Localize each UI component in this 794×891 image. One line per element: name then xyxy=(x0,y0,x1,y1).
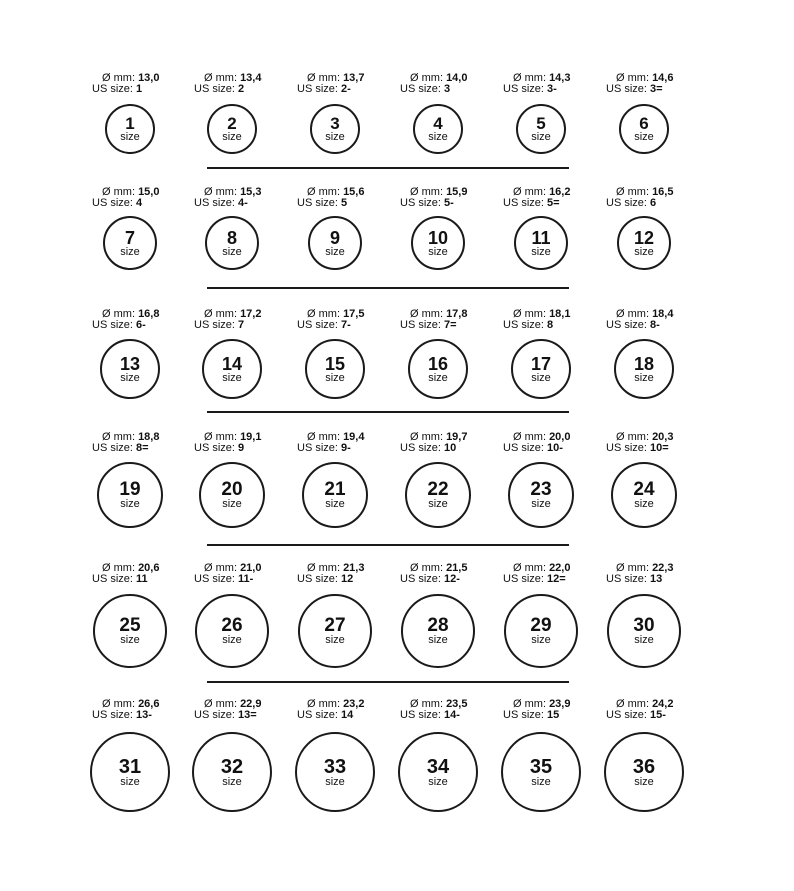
diameter-label: Ø mm: xyxy=(616,72,653,84)
ring-circle xyxy=(93,594,167,668)
ring-size-number: 18 xyxy=(633,353,655,374)
ring-size-word: size xyxy=(120,131,140,143)
ring-size-word: size xyxy=(531,634,551,646)
us-size-label: US size: xyxy=(400,83,445,95)
diameter-label: Ø mm: xyxy=(204,186,241,198)
us-size-label: US size: xyxy=(606,573,651,585)
diameter-label: Ø mm: xyxy=(513,186,550,198)
ring-circle xyxy=(411,216,465,270)
ring-size-word: size xyxy=(428,498,448,510)
diameter-value: 23,5 xyxy=(446,698,468,710)
diameter-label: Ø mm: xyxy=(410,431,447,443)
diameter-value: 17,5 xyxy=(343,308,365,320)
ring-circle xyxy=(511,339,571,399)
us-size-label: US size: xyxy=(503,83,548,95)
ring-circle xyxy=(501,732,581,812)
ring-size-word: size xyxy=(634,634,654,646)
ring-circle xyxy=(192,732,272,812)
diameter-label: Ø mm: xyxy=(204,698,241,710)
ring-circle xyxy=(298,594,372,668)
ring-info xyxy=(297,309,397,331)
ring-size-word: size xyxy=(634,131,654,143)
us-size-label: US size: xyxy=(194,442,239,454)
us-size-value: 2- xyxy=(341,83,351,95)
us-size-label: US size: xyxy=(297,197,342,209)
us-size-value: 13- xyxy=(136,709,152,721)
ring-size-number: 24 xyxy=(633,479,655,500)
row-divider xyxy=(207,287,569,289)
ring-size-word: size xyxy=(531,371,551,384)
ring-size-word: size xyxy=(120,775,140,788)
diameter-label: Ø mm: xyxy=(307,308,344,320)
ring-size-number: 8 xyxy=(226,227,237,248)
diameter-label: Ø mm: xyxy=(513,698,550,710)
us-size-label: US size: xyxy=(606,197,651,209)
us-size-value: 12 xyxy=(341,573,354,585)
diameter-value: 15,9 xyxy=(446,186,468,198)
diameter-label: Ø mm: xyxy=(102,431,139,443)
diameter-value: 13,7 xyxy=(343,72,365,84)
us-size-label: US size: xyxy=(503,709,548,721)
ring-circle xyxy=(413,104,463,154)
ring-circle xyxy=(295,732,375,812)
us-size-label: US size: xyxy=(92,573,137,585)
ring-circle xyxy=(604,732,684,812)
us-size-label: US size: xyxy=(92,709,137,721)
ring-size-word: size xyxy=(428,371,448,384)
us-size-label: US size: xyxy=(503,573,548,585)
ring-circle xyxy=(398,732,478,812)
diameter-value: 23,9 xyxy=(549,698,571,710)
us-size-label: US size: xyxy=(297,573,342,585)
ring-circle xyxy=(310,104,360,154)
us-size-value: 7- xyxy=(341,319,351,331)
ring-info xyxy=(400,432,500,454)
ring-size-number: 1 xyxy=(125,114,135,133)
diameter-value: 21,5 xyxy=(446,562,468,574)
us-size-value: 9- xyxy=(341,442,351,454)
ring-size-word: size xyxy=(325,245,345,258)
ring-size-word: size xyxy=(325,371,345,384)
ring-circle xyxy=(97,462,163,528)
ring-circle xyxy=(205,216,259,270)
ring-info xyxy=(194,187,294,209)
us-size-value: 11 xyxy=(136,573,148,585)
diameter-label: Ø mm: xyxy=(410,308,447,320)
us-size-value: 10 xyxy=(444,442,457,454)
us-size-label: US size: xyxy=(606,319,651,331)
us-size-label: US size: xyxy=(92,442,137,454)
us-size-value: 13 xyxy=(650,573,663,585)
ring-size-number: 25 xyxy=(119,615,141,636)
diameter-value: 24,2 xyxy=(652,698,674,710)
diameter-label: Ø mm: xyxy=(616,698,653,710)
ring-info xyxy=(503,187,603,209)
ring-size-number: 12 xyxy=(633,227,655,248)
ring-size-word: size xyxy=(428,634,448,646)
diameter-label: Ø mm: xyxy=(513,72,550,84)
ring-info xyxy=(297,699,397,721)
ring-info xyxy=(297,432,397,454)
ring-size-word: size xyxy=(531,245,551,258)
ring-circle xyxy=(103,216,157,270)
ring-info xyxy=(400,699,500,721)
ring-size-number: 14 xyxy=(221,353,243,374)
us-size-value: 8= xyxy=(136,442,149,454)
ring-size-number: 23 xyxy=(530,479,552,500)
ring-size-word: size xyxy=(222,498,242,510)
ring-size-number: 2 xyxy=(227,114,237,133)
us-size-label: US size: xyxy=(92,319,137,331)
us-size-value: 15- xyxy=(650,709,666,721)
ring-size-number: 4 xyxy=(433,114,443,133)
row-divider xyxy=(207,411,569,413)
diameter-value: 22,0 xyxy=(549,562,571,574)
us-size-value: 10- xyxy=(547,442,563,454)
ring-info xyxy=(503,309,603,331)
diameter-label: Ø mm: xyxy=(204,562,241,574)
ring-size-word: size xyxy=(120,245,140,258)
diameter-value: 19,7 xyxy=(446,431,468,443)
us-size-label: US size: xyxy=(400,319,445,331)
diameter-value: 20,3 xyxy=(652,431,674,443)
us-size-label: US size: xyxy=(92,83,137,95)
ring-size-number: 35 xyxy=(529,755,553,778)
us-size-value: 15 xyxy=(547,709,560,721)
diameter-label: Ø mm: xyxy=(102,186,139,198)
us-size-label: US size: xyxy=(92,197,137,209)
ring-size-word: size xyxy=(120,371,140,384)
ring-circle xyxy=(617,216,671,270)
ring-size-word: size xyxy=(120,634,140,646)
diameter-label: Ø mm: xyxy=(513,431,550,443)
us-size-label: US size: xyxy=(194,709,239,721)
row-divider xyxy=(207,681,569,683)
ring-size-word: size xyxy=(325,498,345,510)
ring-size-number: 34 xyxy=(426,755,450,778)
diameter-label: Ø mm: xyxy=(616,186,653,198)
row-divider xyxy=(207,544,569,546)
diameter-value: 21,3 xyxy=(343,562,365,574)
ring-info xyxy=(400,73,500,95)
ring-size-word: size xyxy=(634,371,654,384)
ring-size-number: 9 xyxy=(329,227,340,248)
diameter-value: 19,1 xyxy=(240,431,262,443)
ring-info xyxy=(503,563,603,585)
us-size-value: 12- xyxy=(444,573,460,585)
us-size-label: US size: xyxy=(297,709,342,721)
us-size-label: US size: xyxy=(297,442,342,454)
us-size-label: US size: xyxy=(503,319,548,331)
ring-info xyxy=(194,73,294,95)
us-size-value: 12= xyxy=(547,573,566,585)
diameter-label: Ø mm: xyxy=(616,562,653,574)
ring-size-word: size xyxy=(325,634,345,646)
ring-size-number: 32 xyxy=(220,755,244,778)
ring-info xyxy=(92,699,192,721)
us-size-label: US size: xyxy=(194,197,239,209)
diameter-label: Ø mm: xyxy=(616,308,653,320)
ring-info xyxy=(606,187,706,209)
diameter-value: 19,4 xyxy=(343,431,365,443)
diameter-label: Ø mm: xyxy=(204,308,241,320)
ring-size-word: size xyxy=(222,131,242,143)
us-size-value: 6- xyxy=(136,319,146,331)
ring-size-number: 28 xyxy=(427,615,449,636)
ring-size-number: 19 xyxy=(119,479,141,500)
diameter-value: 18,4 xyxy=(652,308,674,320)
ring-size-number: 20 xyxy=(221,479,243,500)
ring-size-number: 3 xyxy=(330,114,340,133)
ring-info xyxy=(92,563,192,585)
us-size-value: 5 xyxy=(341,197,348,209)
ring-size-number: 36 xyxy=(632,755,656,778)
us-size-label: US size: xyxy=(194,319,239,331)
diameter-label: Ø mm: xyxy=(307,562,344,574)
ring-circle xyxy=(405,462,471,528)
ring-size-number: 30 xyxy=(633,615,655,636)
diameter-value: 16,2 xyxy=(549,186,571,198)
diameter-value: 14,6 xyxy=(652,72,674,84)
us-size-label: US size: xyxy=(503,197,548,209)
diameter-value: 13,0 xyxy=(138,72,160,84)
diameter-label: Ø mm: xyxy=(102,562,139,574)
ring-circle xyxy=(619,104,669,154)
ring-info xyxy=(400,563,500,585)
ring-info xyxy=(297,73,397,95)
ring-size-word: size xyxy=(325,131,345,143)
diameter-value: 14,3 xyxy=(549,72,571,84)
diameter-label: Ø mm: xyxy=(307,431,344,443)
ring-size-word: size xyxy=(634,775,654,788)
diameter-value: 20,0 xyxy=(549,431,571,443)
diameter-label: Ø mm: xyxy=(204,431,241,443)
us-size-value: 9 xyxy=(238,442,245,454)
ring-size-number: 21 xyxy=(324,479,346,500)
ring-info xyxy=(194,563,294,585)
diameter-label: Ø mm: xyxy=(410,698,447,710)
diameter-value: 21,0 xyxy=(240,562,262,574)
ring-info xyxy=(606,563,706,585)
diameter-value: 15,6 xyxy=(343,186,365,198)
us-size-value: 10= xyxy=(650,442,669,454)
diameter-value: 18,8 xyxy=(138,431,160,443)
ring-size-word: size xyxy=(325,775,345,788)
ring-info xyxy=(400,309,500,331)
ring-size-number: 13 xyxy=(119,353,141,374)
ring-size-word: size xyxy=(222,371,242,384)
ring-size-word: size xyxy=(222,634,242,646)
diameter-value: 22,9 xyxy=(240,698,262,710)
ring-info xyxy=(606,73,706,95)
us-size-value: 14- xyxy=(444,709,460,721)
diameter-label: Ø mm: xyxy=(616,431,653,443)
diameter-label: Ø mm: xyxy=(102,72,139,84)
ring-info xyxy=(606,309,706,331)
ring-info xyxy=(400,187,500,209)
diameter-value: 13,4 xyxy=(240,72,262,84)
us-size-value: 3= xyxy=(650,83,663,95)
diameter-label: Ø mm: xyxy=(410,186,447,198)
ring-size-number: 33 xyxy=(323,755,347,778)
diameter-label: Ø mm: xyxy=(102,308,139,320)
ring-size-number: 27 xyxy=(324,615,346,636)
ring-size-word: size xyxy=(428,245,448,258)
diameter-label: Ø mm: xyxy=(307,72,344,84)
us-size-value: 6 xyxy=(650,197,657,209)
ring-size-number: 15 xyxy=(324,353,346,374)
us-size-label: US size: xyxy=(606,442,651,454)
ring-circle xyxy=(508,462,574,528)
diameter-value: 14,0 xyxy=(446,72,468,84)
ring-info xyxy=(92,432,192,454)
ring-size-word: size xyxy=(634,498,654,510)
us-size-value: 3 xyxy=(444,83,451,95)
diameter-value: 16,5 xyxy=(652,186,674,198)
ring-size-number: 7 xyxy=(124,227,135,248)
ring-info xyxy=(503,699,603,721)
ring-info xyxy=(92,73,192,95)
us-size-value: 14 xyxy=(341,709,354,721)
diameter-value: 18,1 xyxy=(549,308,571,320)
diameter-value: 22,3 xyxy=(652,562,674,574)
us-size-value: 1 xyxy=(136,83,143,95)
us-size-value: 4 xyxy=(136,197,143,209)
ring-info xyxy=(297,563,397,585)
ring-info xyxy=(194,432,294,454)
us-size-value: 5= xyxy=(547,197,560,209)
us-size-label: US size: xyxy=(194,83,239,95)
us-size-label: US size: xyxy=(297,319,342,331)
ring-size-word: size xyxy=(120,498,140,510)
ring-circle xyxy=(195,594,269,668)
us-size-value: 11- xyxy=(238,573,254,585)
ring-circle xyxy=(199,462,265,528)
ring-info xyxy=(92,309,192,331)
ring-size-word: size xyxy=(634,245,654,258)
us-size-value: 5- xyxy=(444,197,454,209)
ring-info xyxy=(606,699,706,721)
ring-info xyxy=(503,73,603,95)
ring-size-number: 26 xyxy=(221,615,243,636)
ring-size-number: 5 xyxy=(536,114,546,133)
us-size-label: US size: xyxy=(400,197,445,209)
ring-info xyxy=(606,432,706,454)
ring-size-word: size xyxy=(531,498,551,510)
us-size-label: US size: xyxy=(400,442,445,454)
us-size-value: 4- xyxy=(238,197,248,209)
ring-size-number: 17 xyxy=(530,353,552,374)
diameter-value: 16,8 xyxy=(138,308,160,320)
ring-circle xyxy=(607,594,681,668)
ring-circle xyxy=(207,104,257,154)
ring-circle xyxy=(614,339,674,399)
ring-size-word: size xyxy=(531,131,551,143)
diameter-value: 26,6 xyxy=(138,698,160,710)
us-size-label: US size: xyxy=(297,83,342,95)
ring-size-number: 11 xyxy=(531,227,551,248)
ring-circle xyxy=(516,104,566,154)
ring-size-number: 16 xyxy=(427,353,449,374)
us-size-value: 7 xyxy=(238,319,245,331)
ring-info xyxy=(297,187,397,209)
ring-circle xyxy=(105,104,155,154)
ring-circle xyxy=(90,732,170,812)
us-size-label: US size: xyxy=(503,442,548,454)
diameter-label: Ø mm: xyxy=(513,308,550,320)
diameter-label: Ø mm: xyxy=(307,698,344,710)
ring-size-number: 29 xyxy=(530,615,552,636)
diameter-value: 17,2 xyxy=(240,308,262,320)
diameter-label: Ø mm: xyxy=(410,72,447,84)
ring-size-word: size xyxy=(222,775,242,788)
ring-info xyxy=(194,309,294,331)
ring-size-word: size xyxy=(428,775,448,788)
ring-size-number: 10 xyxy=(427,227,449,248)
us-size-value: 8- xyxy=(650,319,660,331)
us-size-value: 13= xyxy=(238,709,257,721)
diameter-label: Ø mm: xyxy=(102,698,139,710)
diameter-value: 15,3 xyxy=(240,186,262,198)
ring-circle xyxy=(305,339,365,399)
ring-circle xyxy=(202,339,262,399)
diameter-value: 17,8 xyxy=(446,308,468,320)
row-divider xyxy=(207,167,569,169)
ring-circle xyxy=(401,594,475,668)
ring-size-word: size xyxy=(428,131,448,143)
ring-size-number: 22 xyxy=(427,479,449,500)
ring-size-word: size xyxy=(222,245,242,258)
us-size-label: US size: xyxy=(606,83,651,95)
diameter-label: Ø mm: xyxy=(204,72,241,84)
ring-size-word: size xyxy=(531,775,551,788)
us-size-value: 7= xyxy=(444,319,457,331)
us-size-label: US size: xyxy=(606,709,651,721)
ring-circle xyxy=(302,462,368,528)
diameter-label: Ø mm: xyxy=(410,562,447,574)
diameter-value: 23,2 xyxy=(343,698,365,710)
us-size-value: 8 xyxy=(547,319,554,331)
ring-size-number: 6 xyxy=(639,114,649,133)
diameter-label: Ø mm: xyxy=(307,186,344,198)
ring-size-number: 31 xyxy=(118,755,142,778)
ring-info xyxy=(194,699,294,721)
ring-circle xyxy=(504,594,578,668)
ring-circle xyxy=(408,339,468,399)
ring-circle xyxy=(514,216,568,270)
ring-circle xyxy=(308,216,362,270)
diameter-value: 20,6 xyxy=(138,562,160,574)
us-size-value: 3- xyxy=(547,83,557,95)
ring-circle xyxy=(611,462,677,528)
us-size-label: US size: xyxy=(400,709,445,721)
us-size-label: US size: xyxy=(400,573,445,585)
diameter-value: 15,0 xyxy=(138,186,160,198)
us-size-value: 2 xyxy=(238,83,245,95)
diameter-label: Ø mm: xyxy=(513,562,550,574)
ring-info xyxy=(92,187,192,209)
ring-circle xyxy=(100,339,160,399)
ring-info xyxy=(503,432,603,454)
us-size-label: US size: xyxy=(194,573,239,585)
